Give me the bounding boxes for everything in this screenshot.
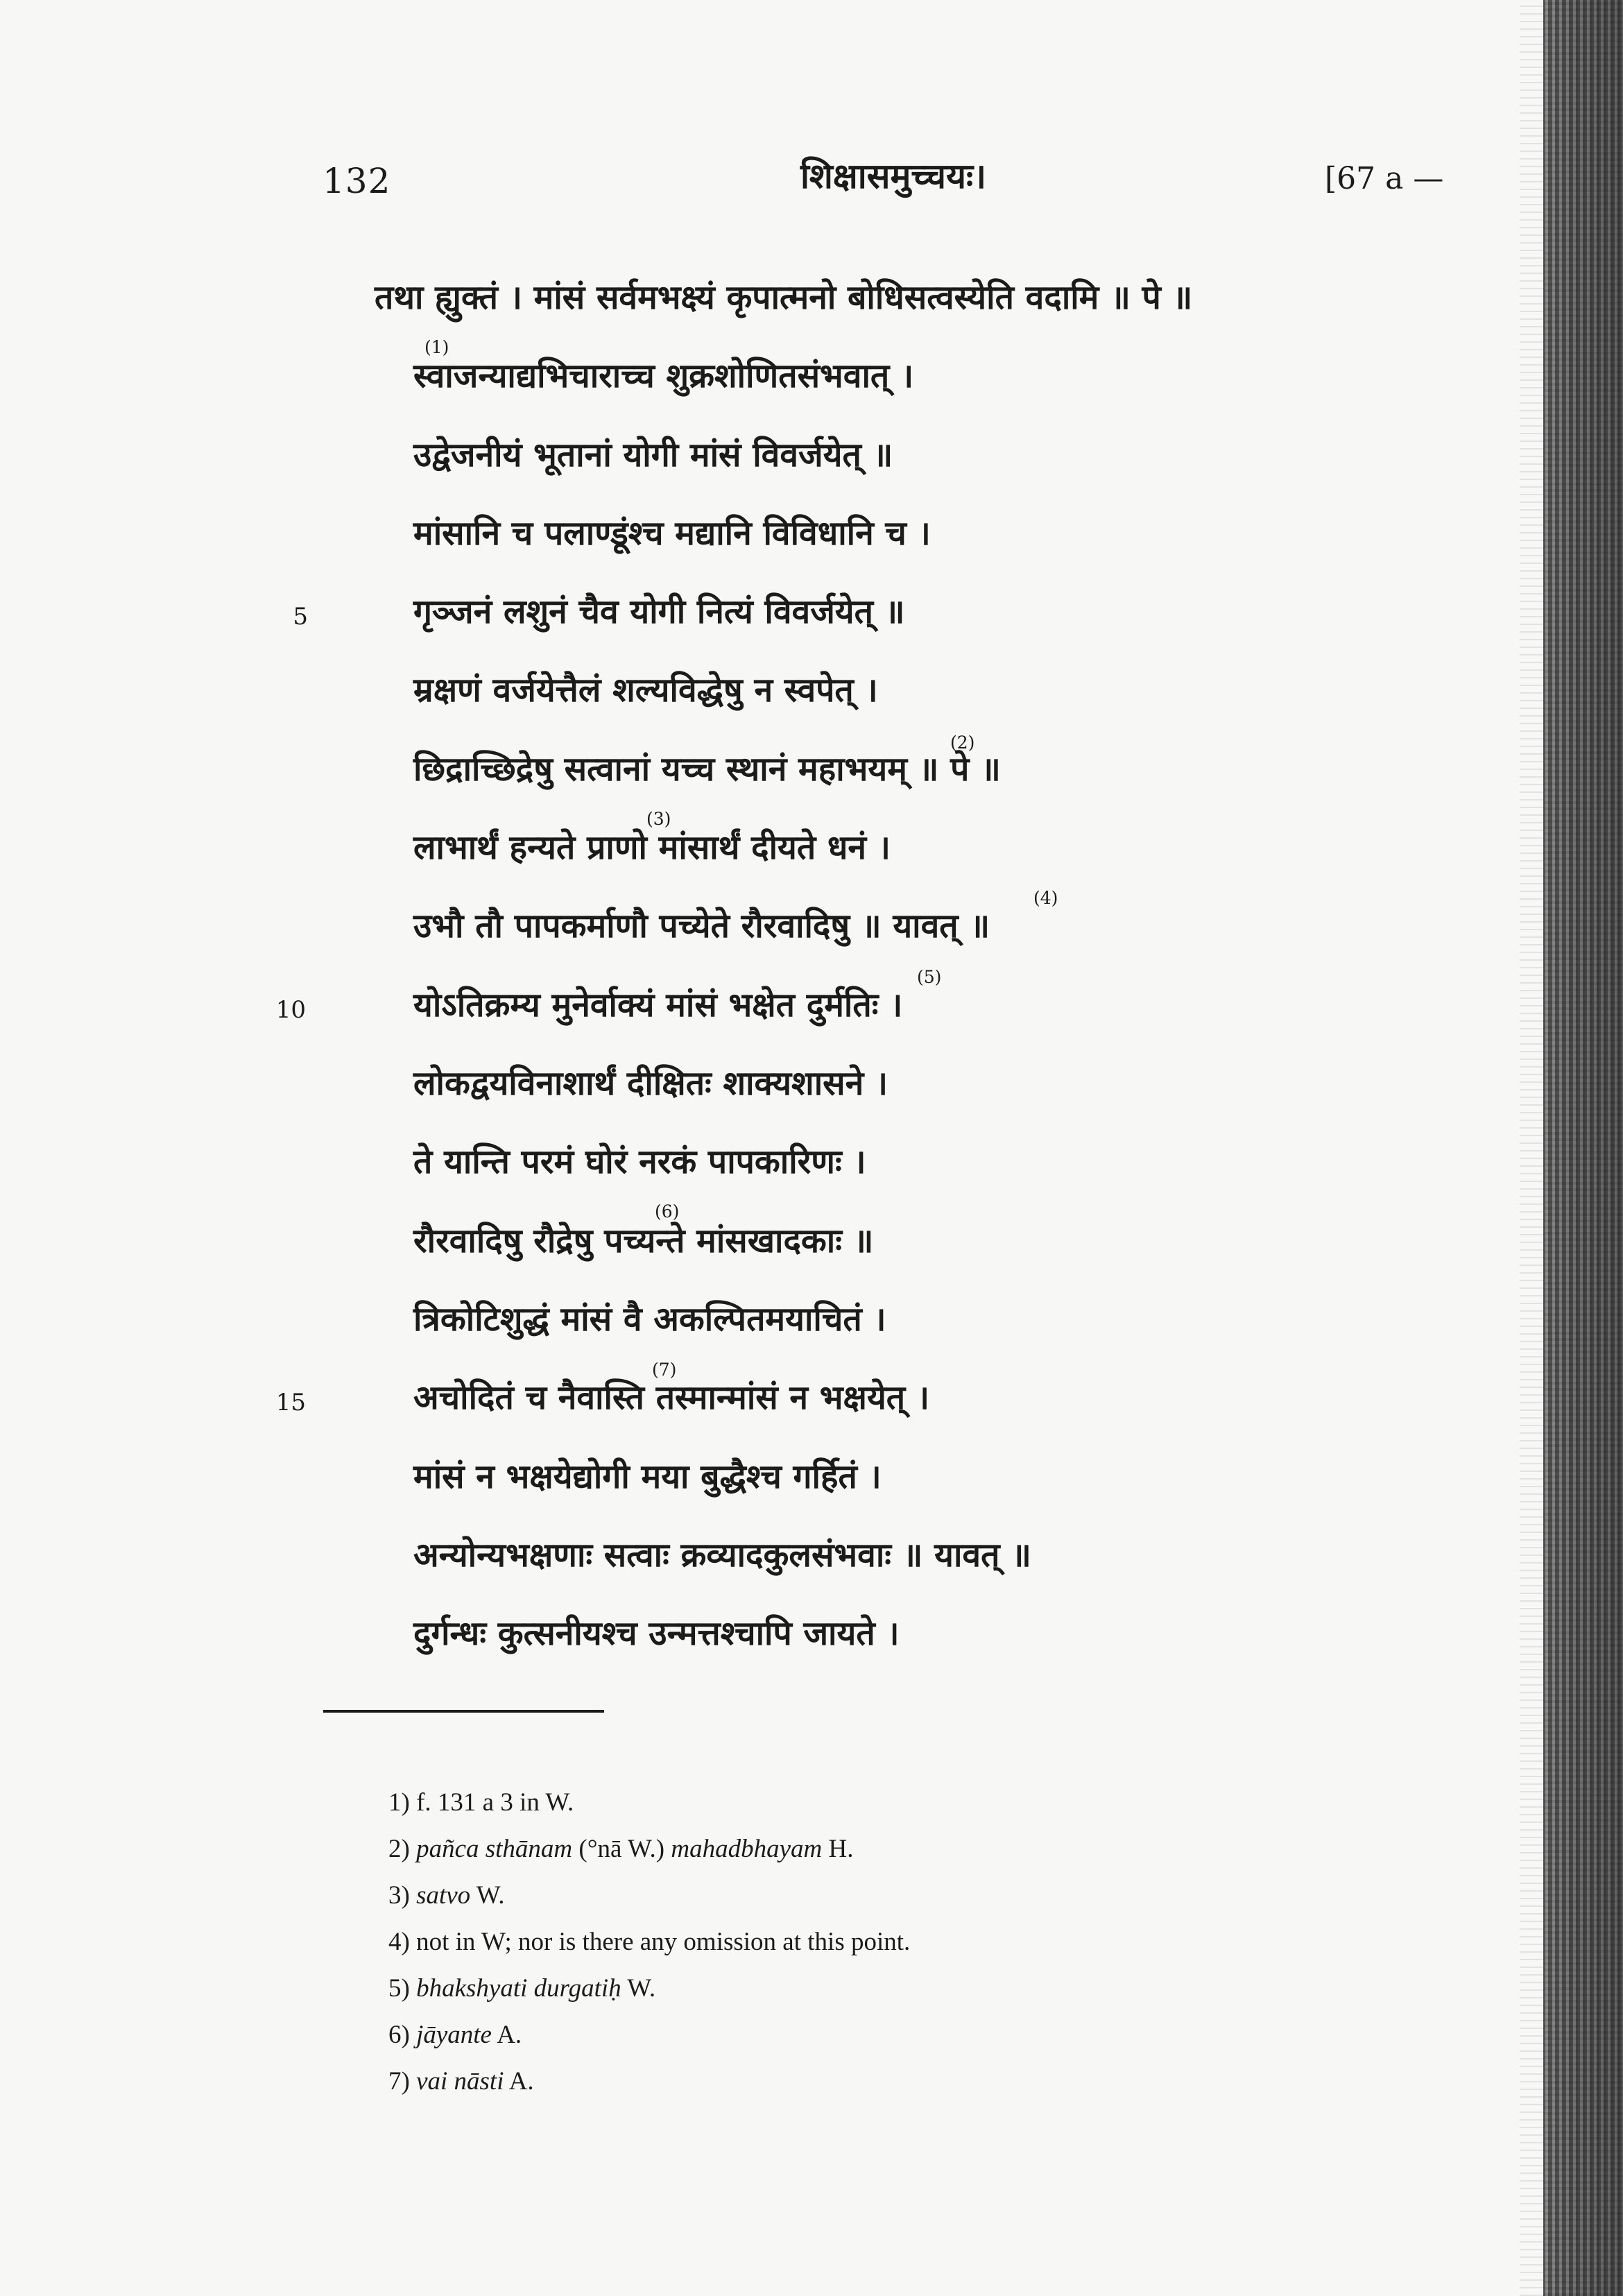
- text-line-7-content: छिद्राच्छिद्रेषु सत्वानां यच्च स्थानं महाभयम् ॥ पे ॥: [413, 750, 1001, 789]
- page-number: 132: [323, 161, 391, 201]
- footnote-ref-2: (2): [950, 733, 975, 753]
- footnote-marker: 7): [388, 2067, 410, 2096]
- footnote-source: A.: [504, 2067, 534, 2096]
- footnote-source: W.: [621, 1974, 656, 2003]
- text-line-10-content: योऽतिक्रम्य मुनेर्वाक्यं मांसं भक्षेत दुर्मतिः ।: [413, 986, 903, 1025]
- text-line-5: [413, 592, 905, 652]
- text-line-17: [413, 1536, 1031, 1595]
- running-title: शिक्षासमुच्चयः।: [800, 155, 987, 196]
- text-line-18-content: दुर्गन्धः कुत्सनीयश्च उन्मत्तश्चापि जायते ।: [413, 1614, 900, 1653]
- text-line-8-content: लाभार्थं हन्यते प्राणो मांसार्थं दीयते धनं ।: [413, 828, 891, 867]
- footnote-ref-7: (7): [652, 1360, 677, 1380]
- footnote-marker: 5): [388, 1974, 410, 2003]
- footnote-text: f. 131 a 3 in W.: [416, 1788, 574, 1817]
- footnote-ref-3: (3): [646, 809, 671, 829]
- text-line-13-content: रौरवादिषु रौद्रेषु पच्यन्ते मांसखादकाः ॥: [413, 1222, 874, 1260]
- footnote-text: not in W; nor is there any omission at this point.: [416, 1928, 911, 1956]
- text-line-1: [375, 278, 1193, 338]
- text-line-11: [413, 1064, 888, 1124]
- text-line-3-content: उद्वेजनीयं भूतानां योगी मांसं विवर्जयेत् ॥: [413, 436, 893, 474]
- text-line-6: [413, 671, 878, 730]
- footnote-7: [388, 2058, 1262, 2105]
- text-line-16: [413, 1457, 882, 1517]
- text-line-2-content: स्वाजन्याद्यभिचाराच्च शुक्रशोणितसंभवात् ।: [413, 357, 914, 395]
- footnote-italic-reading: vai nāsti: [416, 2067, 504, 2096]
- footnote-italic-reading: satvo: [416, 1881, 471, 1910]
- footnote-5: [388, 1965, 1262, 2012]
- footnote-4: [388, 1919, 1262, 1965]
- footnote-marker: 6): [388, 2021, 410, 2049]
- text-line-8: [413, 828, 891, 888]
- text-line-7: [413, 750, 1001, 809]
- footnote-marker: 2): [388, 1835, 410, 1863]
- footnotes: [388, 1779, 1262, 2105]
- footnote-italic-reading: jāyante: [416, 2021, 492, 2049]
- text-line-16-content: मांसं न भक्षयेद्योगी मया बुद्धैश्च गर्हितं ।: [413, 1457, 882, 1496]
- footnote-marker: 1): [388, 1788, 410, 1817]
- text-line-17-content: अन्योन्यभक्षणाः सत्वाः क्रव्यादकुलसंभवाः ॥ यावत् ॥: [413, 1536, 1031, 1575]
- text-line-13: [413, 1224, 873, 1281]
- text-line-4: [413, 514, 931, 574]
- footnote-marker: 4): [388, 1928, 410, 1956]
- text-line-18: [413, 1614, 900, 1674]
- text-line-12-content: ते यान्ति परमं घोरं नरकं पापकारिणः ।: [413, 1142, 866, 1181]
- footnote-ref-5: (5): [917, 967, 942, 987]
- text-line-3: [413, 438, 893, 495]
- text-line-15-content: अचोदितं च नैवास्ति तस्मान्मांसं न भक्षयेत् ।: [413, 1378, 930, 1417]
- footnote-source: H.: [822, 1835, 854, 1863]
- text-line-14-content: त्रिकोटिशुद्धं मांसं वै अकल्पितमयाचितं ।: [413, 1300, 886, 1339]
- line-number-5: 5: [293, 603, 308, 631]
- footnote-note: (°nā W.): [572, 1835, 671, 1863]
- text-line-6-content: म्रक्षणं वर्जयेत्तैलं शल्यविद्धेषु न स्वपेत् ।: [413, 671, 878, 710]
- line-number-15: 15: [275, 1389, 306, 1416]
- text-line-5-content: गृञ्जनं लशुनं चैव योगी नित्यं विवर्जयेत् ॥: [413, 592, 905, 631]
- footnote-1: [388, 1779, 1262, 1826]
- footnote-3: [388, 1872, 1262, 1919]
- text-line-15: [413, 1378, 930, 1438]
- footnote-6: [388, 2012, 1262, 2058]
- footnote-ref-6: (6): [655, 1201, 680, 1222]
- footnote-separator: [323, 1710, 604, 1713]
- text-line-12: [413, 1142, 866, 1202]
- footnote-2: [388, 1826, 1262, 1872]
- footnote-ref-1: (1): [424, 337, 449, 357]
- text-line-10: [413, 988, 902, 1045]
- footnote-source: W.: [470, 1881, 505, 1910]
- text-line-9: [413, 909, 990, 966]
- footnote-ref-4: (4): [1033, 888, 1058, 908]
- footnote-source: A.: [491, 2021, 522, 2049]
- line-number-10: 10: [275, 996, 306, 1024]
- text-line-2: [413, 359, 913, 416]
- text-line-11-content: लोकद्वयविनाशार्थं दीक्षितः शाक्यशासने ।: [413, 1064, 888, 1103]
- text-line-9-content: उभौ तौ पापकर्माणौ पच्येते रौरवादिषु ॥ यावत् ॥: [413, 907, 990, 945]
- footnote-italic-reading: pañca sthānam: [416, 1835, 573, 1863]
- text-line-1-content: तथा ह्युक्तं । मांसं सर्वमभक्ष्यं कृपात्मनो बोधिसत्वस्येति वदामि ॥ पे ॥: [375, 278, 1193, 317]
- folio-reference: [67 a —: [1325, 161, 1444, 196]
- text-line-14: [413, 1300, 886, 1360]
- footnote-italic-reading: bhakshyati durgatiḥ: [416, 1974, 621, 2003]
- text-line-4-content: मांसानि च पलाण्डूंश्च मद्यानि विविधानि च ।: [413, 514, 931, 553]
- footnote-italic-reading: mahadbhayam: [671, 1835, 823, 1863]
- footnote-marker: 3): [388, 1881, 410, 1910]
